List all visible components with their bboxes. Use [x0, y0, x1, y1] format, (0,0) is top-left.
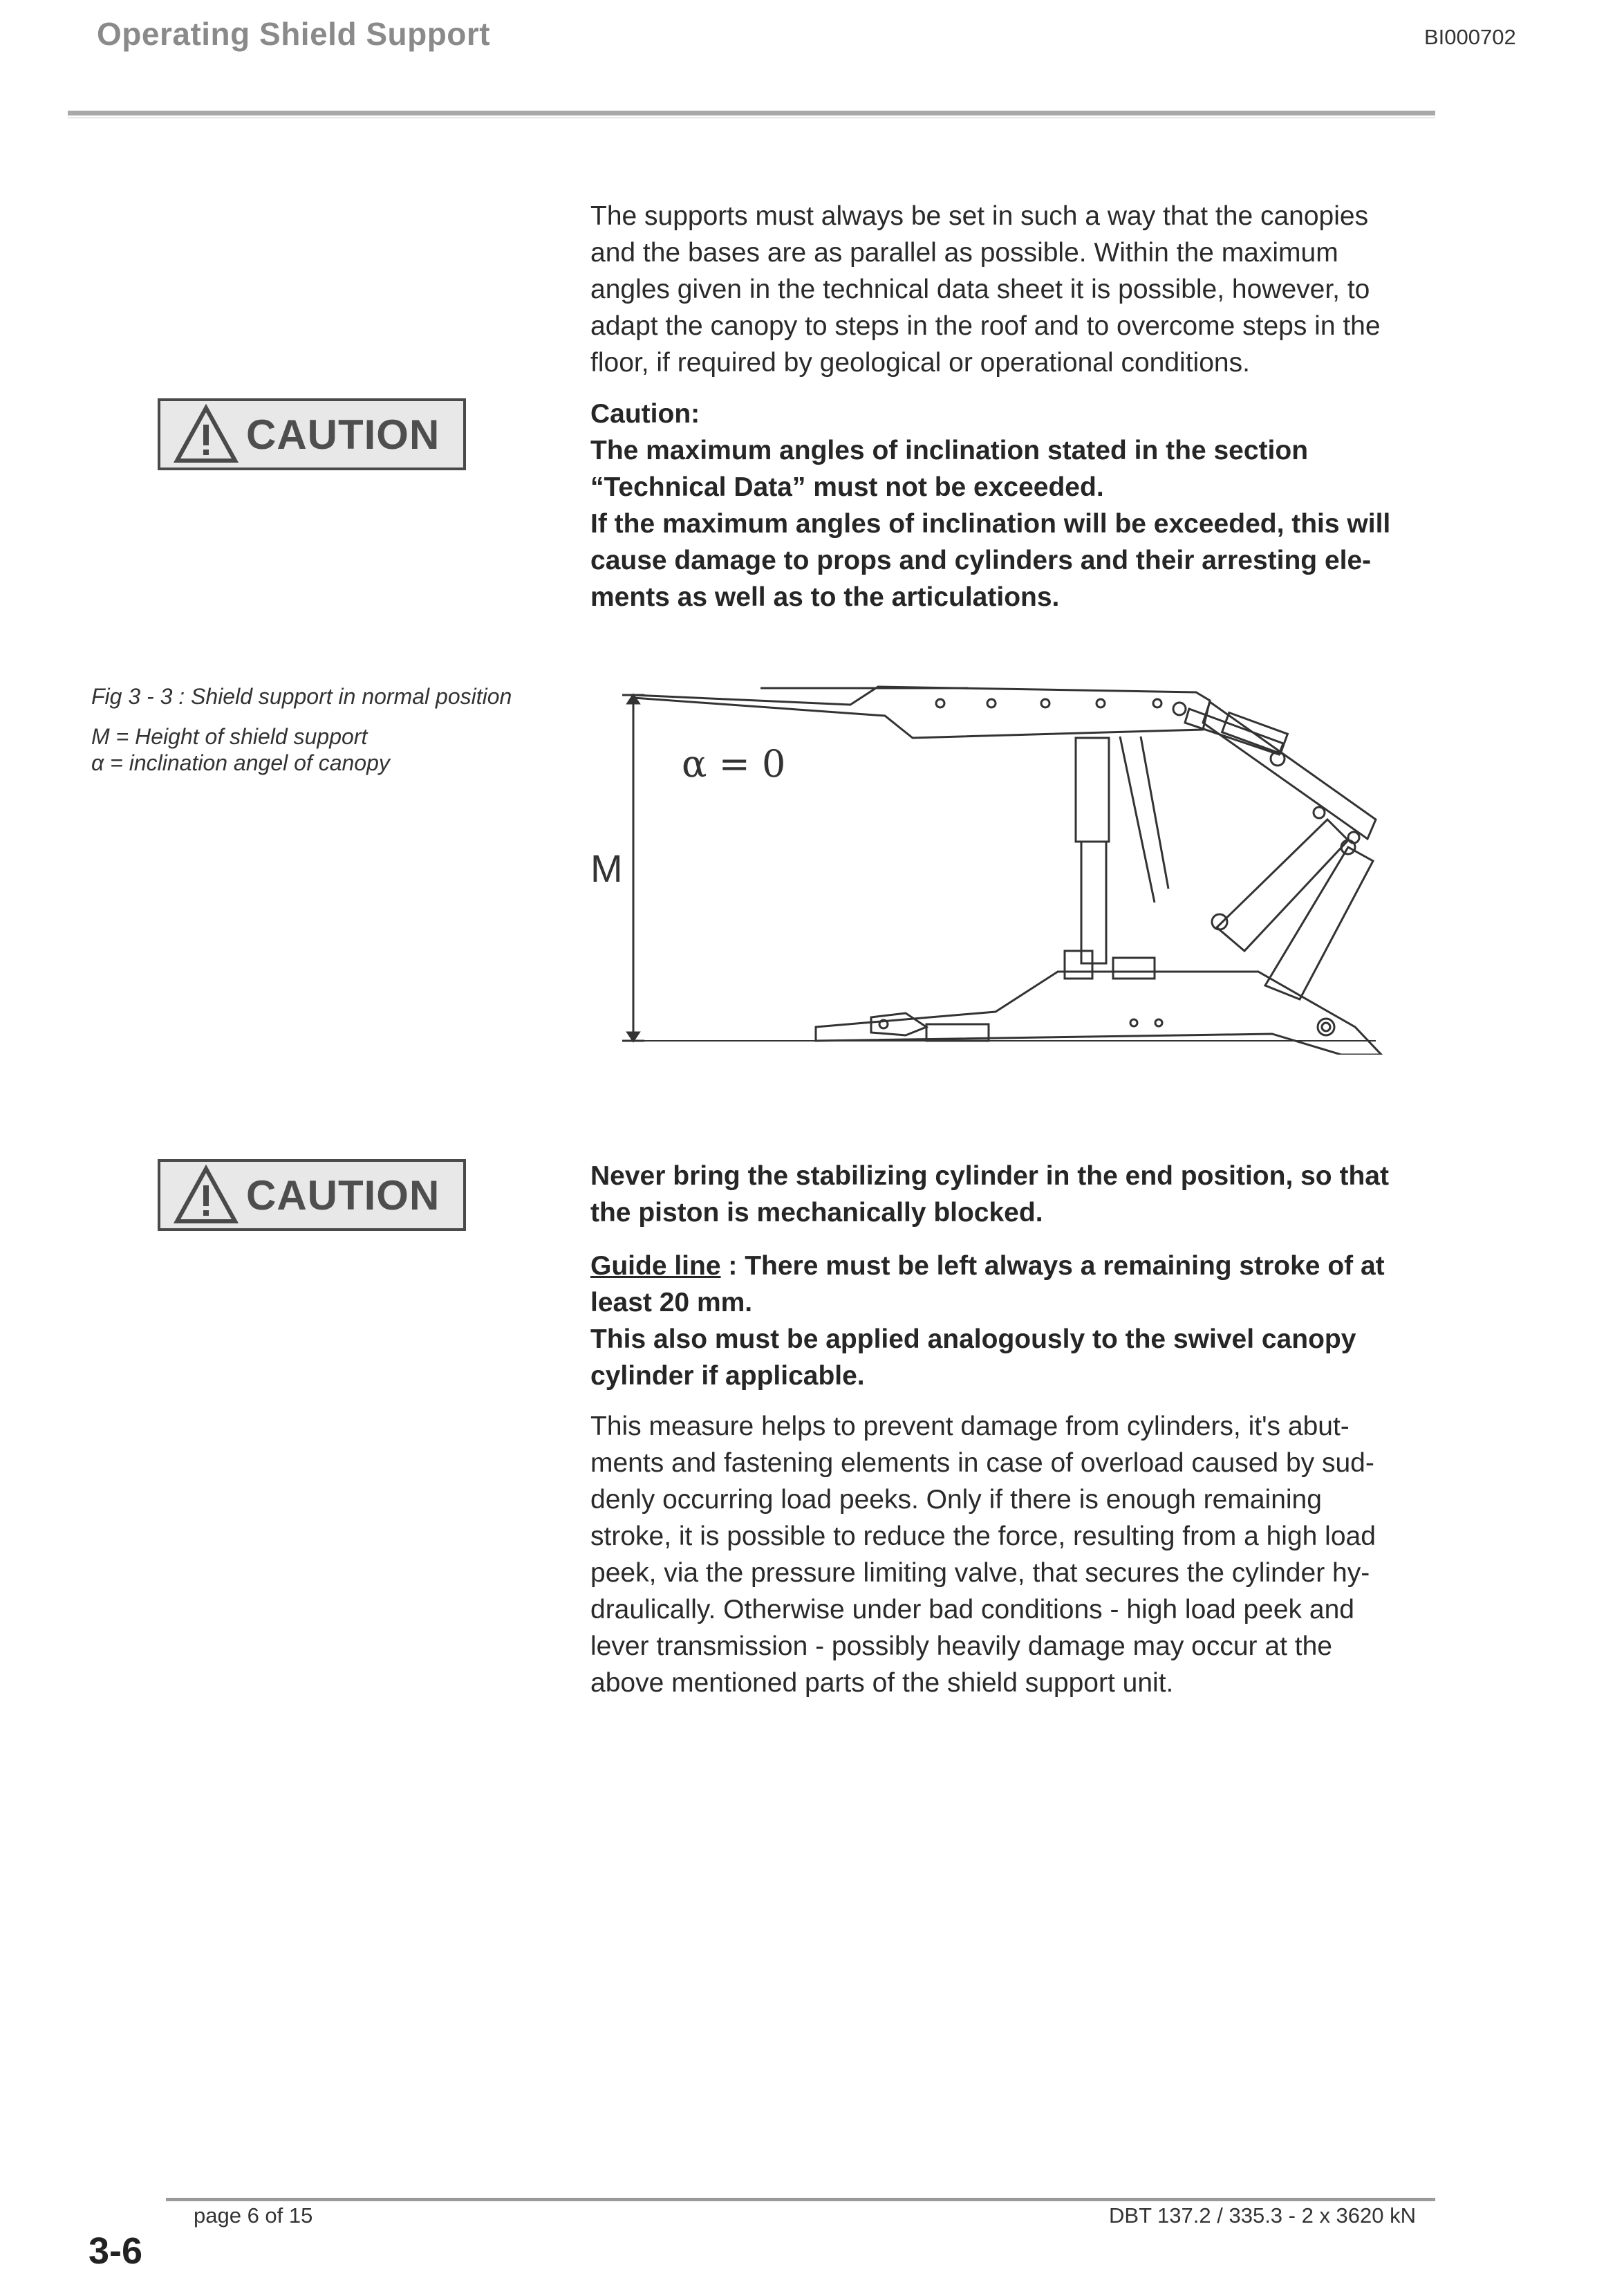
chapter-number: 3-6 — [88, 2230, 143, 2272]
caution-line: If the maximum angles of inclination will be exceeded, this will — [590, 509, 1391, 539]
caution-line: The maximum angles of inclination stated in the section — [590, 436, 1309, 465]
guide-line-text: : There must be left always a remaining stroke of at — [720, 1251, 1385, 1281]
caution-line: cause damage to props and cylinders and their arresting ele- — [590, 546, 1372, 575]
guide-line: This also must be applied analogously to the swivel canopy — [590, 1324, 1356, 1354]
caution-sign — [158, 1159, 466, 1231]
caution-label: CAUTION — [246, 1172, 440, 1219]
intro-line: floor, if required by geological or operational conditions. — [590, 348, 1250, 378]
caution-sign — [158, 398, 466, 470]
caution-line: Never bring the stabilizing cylinder in the end position, so that — [590, 1161, 1389, 1191]
measure-line: above mentioned parts of the shield support unit. — [590, 1668, 1174, 1698]
measure-line: This measure helps to prevent damage from cylinders, it's abut- — [590, 1411, 1350, 1441]
footer-rule — [166, 2198, 1435, 2201]
shield-support-drawing — [581, 681, 1438, 1055]
intro-line: The supports must always be set in such a way that the canopies — [590, 201, 1369, 231]
document-id: BI000702 — [1424, 25, 1516, 49]
guide-line: cylinder if applicable. — [590, 1361, 865, 1391]
m-label: M — [590, 846, 623, 890]
alpha-label: α = 0 — [682, 742, 786, 786]
measure-line: stroke, it is possible to reduce the force, resulting from a high load — [590, 1521, 1376, 1551]
caution-line: ments as well as to the articulations. — [590, 582, 1060, 612]
page-header-title: Operating Shield Support — [97, 16, 491, 52]
warning-triangle-icon — [173, 1165, 239, 1225]
intro-line: and the bases are as parallel as possible. Within the maximum — [590, 238, 1338, 268]
caution-line: the piston is mechanically blocked. — [590, 1198, 1043, 1228]
measure-line: denly occurring load peeks. Only if there is enough remaining — [590, 1485, 1322, 1515]
guide-line: least 20 mm. — [590, 1288, 753, 1317]
header-rule — [68, 111, 1435, 115]
figure-legend-alpha: α = inclination angel of canopy — [91, 750, 390, 775]
intro-line: adapt the canopy to steps in the roof and to overcome steps in the — [590, 311, 1381, 341]
caution-text-2 — [590, 1158, 1448, 1231]
figure-legend-m: M = Height of shield support — [91, 724, 368, 749]
caution-label: CAUTION — [246, 411, 440, 458]
caution-text-1 — [590, 396, 1448, 615]
figure-title: Fig 3 - 3 : Shield support in normal position — [91, 684, 512, 709]
intro-line: angles given in the technical data sheet it is possible, however, to — [590, 275, 1370, 304]
figure-caption — [91, 683, 512, 776]
document-reference: DBT 137.2 / 335.3 - 2 x 3620 kN — [1109, 2203, 1417, 2228]
caution-line: Caution: — [590, 399, 700, 429]
warning-triangle-icon — [173, 404, 239, 465]
guide-line-label: Guide line — [590, 1251, 721, 1281]
measure-line: ments and fastening elements in case of overload caused by sud- — [590, 1448, 1374, 1478]
guide-line-first — [590, 1248, 1448, 1284]
guide-line-paragraph — [590, 1248, 1448, 1394]
measure-line: lever transmission - possibly heavily damage may occur at the — [590, 1631, 1332, 1661]
intro-paragraph — [590, 198, 1448, 381]
measure-line: draulically. Otherwise under bad conditions - high load peek and — [590, 1595, 1354, 1624]
caution-line: “Technical Data” must not be exceeded. — [590, 472, 1104, 502]
measure-line: peek, via the pressure limiting valve, that secures the cylinder hy- — [590, 1558, 1370, 1588]
page-number: page 6 of 15 — [194, 2203, 313, 2228]
measure-paragraph — [590, 1408, 1448, 1701]
